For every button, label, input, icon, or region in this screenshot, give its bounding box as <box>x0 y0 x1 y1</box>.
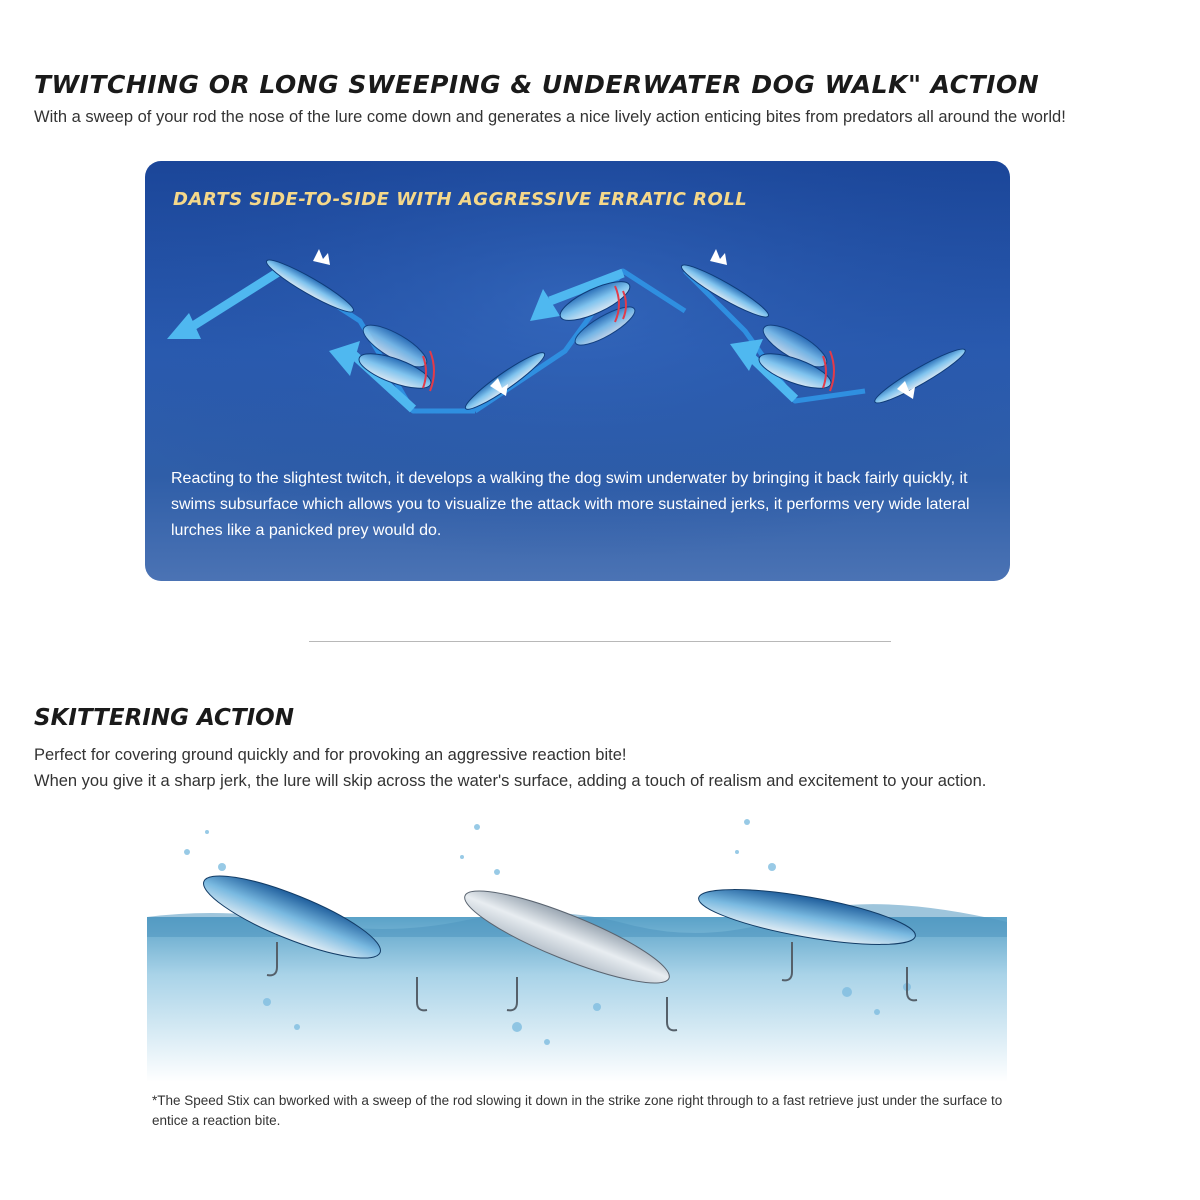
section-divider <box>309 641 891 642</box>
section-heading-skittering: SKITTERING ACTION <box>34 705 294 731</box>
footnote: *The Speed Stix can bworked with a sweep of the rod slowing it down in the strike zone right through to a fast retrieve just under the surface to entice a reaction bite. <box>152 1093 1003 1128</box>
skittering-lures-image <box>147 812 1007 1082</box>
skittering-line-1: Perfect for covering ground quickly and for provoking an aggressive reaction bite! <box>34 746 627 764</box>
skittering-line-2: When you give it a sharp jerk, the lure will skip across the water's surface, adding a touch of realism and excitement to your action. <box>34 772 987 790</box>
section-heading-dog-walk: TWITCHING OR LONG SWEEPING & UNDERWATER DOG WALK" ACTION <box>34 70 1040 99</box>
section-description-skittering <box>34 742 986 794</box>
panel-description: Reacting to the slightest twitch, it develops a walking the dog swim underwater by bringing it back fairly quickly, it swims subsurface which allows you to visualize the attack with more sustained jerks, it performs very wide lateral lurches like a panicked prey would do. <box>171 470 970 539</box>
section-description-dog-walk: With a sweep of your rod the nose of the lure come down and generates a nice lively action enticing bites from predators all around the world! <box>34 108 1066 126</box>
action-illustration-panel <box>145 161 1010 581</box>
panel-title: DARTS SIDE-TO-SIDE WITH AGGRESSIVE ERRATIC ROLL <box>173 189 748 210</box>
